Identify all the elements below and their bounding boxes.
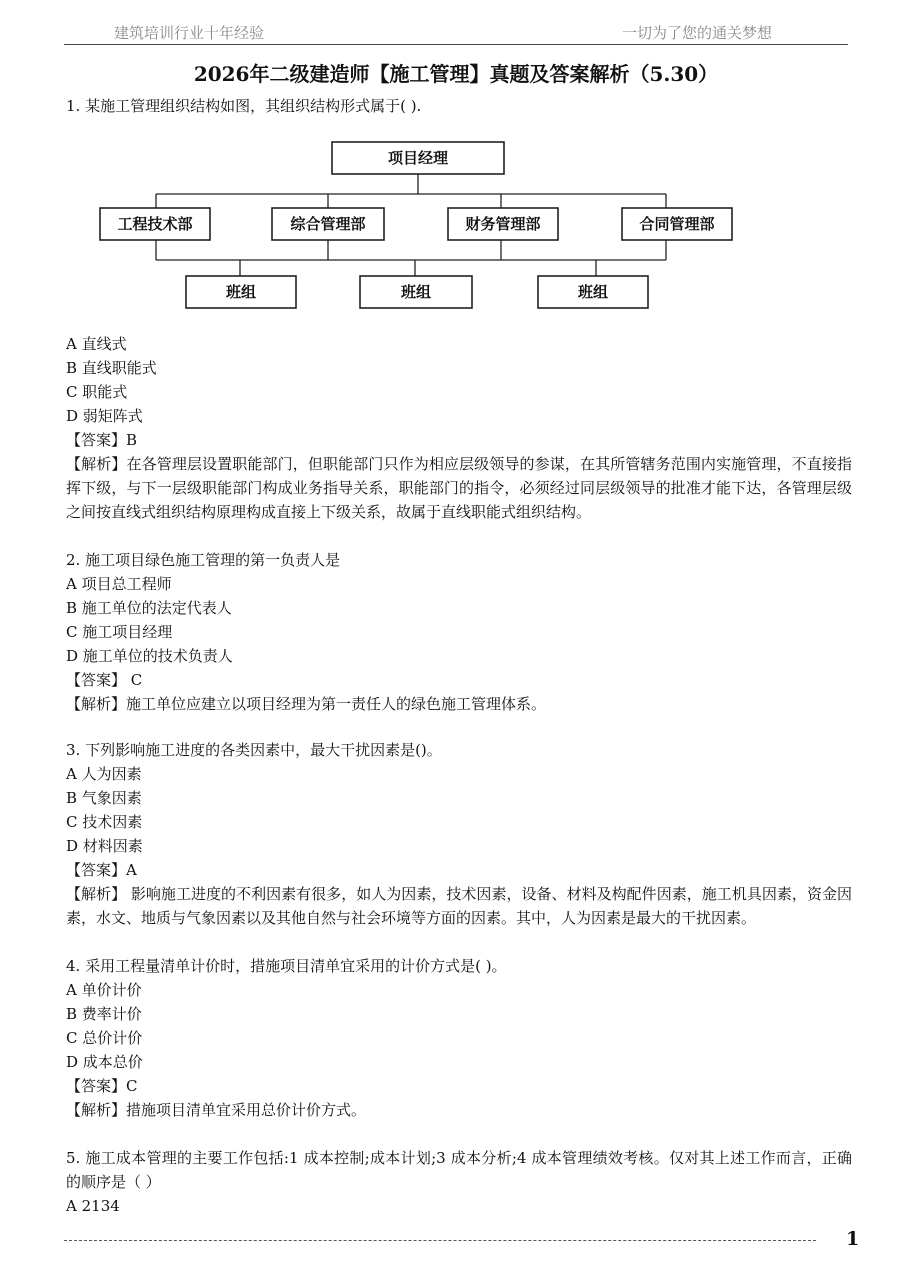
- question-5-option-a: A 2134: [66, 1197, 120, 1215]
- org-node-bottom-1: 班组: [225, 283, 257, 301]
- question-4-option-c: C 总价计价: [66, 1029, 143, 1047]
- question-2-option-b: B 施工单位的法定代表人: [66, 599, 232, 617]
- question-2-option-c: C 施工项目经理: [66, 623, 173, 641]
- question-4-option-b: B 费率计价: [66, 1005, 142, 1023]
- question-3: [66, 738, 852, 930]
- question-3-option-c: C 技术因素: [66, 813, 143, 831]
- question-3-answer: 【答案】A: [66, 861, 137, 879]
- question-2-option-a: A 项目总工程师: [66, 575, 172, 593]
- question-1-option-a: A 直线式: [66, 335, 127, 353]
- org-node-bottom-2: 班组: [400, 283, 432, 301]
- question-1-stem: 1. 某施工管理组织结构如图，其组织结构形式属于( ).: [66, 97, 422, 115]
- org-node-top: 项目经理: [387, 149, 449, 167]
- org-node-middle-1: 工程技术部: [117, 215, 193, 233]
- question-2-answer: 【答案】 C: [66, 671, 143, 689]
- question-1-answer: 【答案】B: [66, 431, 138, 449]
- document-title: 2026年二级建造师【施工管理】真题及答案解析（5.30）: [193, 62, 719, 86]
- question-3-option-d: D 材料因素: [66, 837, 143, 855]
- question-5-stem: 5. 施工成本管理的主要工作包括:1 成本控制;成本计划;3 成本分析;4 成本管理绩效考核。仅对其上述工作而言，正确的顺序是（ ）: [66, 1149, 852, 1191]
- page-header: [64, 20, 848, 45]
- question-3-stem: 3. 下列影响施工进度的各类因素中，最大干扰因素是()。: [66, 741, 442, 759]
- page-number: 1: [846, 1228, 860, 1250]
- question-4-option-d: D 成本总价: [66, 1053, 143, 1071]
- org-node-middle-2: 综合管理部: [290, 215, 366, 233]
- question-1-options: [66, 332, 852, 524]
- question-1-stem-block: [66, 94, 852, 118]
- question-1-analysis: 【解析】在各管理层设置职能部门，但职能部门只作为相应层级领导的参谋，在其所管辖务范围内实施管理，不直接指挥下级，与下一层级职能部门构成业务指导关系，职能部门的指令，必须经过同层级领导的批准才能下达，各管理层级之间按直线式组织结构原理构成直接上下级关系，故属于直线职能式组织结构。: [66, 455, 852, 521]
- question-1-option-d: D 弱矩阵式: [66, 407, 143, 425]
- question-3-analysis: 【解析】 影响施工进度的不利因素有很多，如人为因素，技术因素，设备、材料及构配件因素，施工机具因素，资金因素，水文、地质与气象因素以及其他自然与社会环境等方面的因素。其中，人为因素是最大的干扰因素。: [66, 885, 852, 927]
- org-chart: [96, 138, 740, 318]
- question-1-option-b: B 直线职能式: [66, 359, 157, 377]
- question-4-answer: 【答案】C: [66, 1077, 138, 1095]
- question-1-option-c: C 职能式: [66, 383, 128, 401]
- question-3-option-a: A 人为因素: [66, 765, 142, 783]
- question-4-stem: 4. 采用工程量清单计价时，措施项目清单宜采用的计价方式是( )。: [66, 957, 507, 975]
- question-2-option-d: D 施工单位的技术负责人: [66, 647, 233, 665]
- question-5: [66, 1146, 852, 1218]
- question-4-option-a: A 单价计价: [66, 981, 142, 999]
- question-2: [66, 548, 852, 716]
- org-node-bottom-3: 班组: [577, 283, 609, 301]
- org-node-middle-3: 财务管理部: [465, 215, 541, 233]
- question-4-analysis: 【解析】措施项目清单宜采用总价计价方式。: [66, 1101, 367, 1119]
- question-4: [66, 954, 852, 1122]
- org-chart-svg: [96, 138, 740, 318]
- header-left-slogan: 建筑培训行业十年经验: [114, 24, 265, 42]
- question-3-option-b: B 气象因素: [66, 789, 142, 807]
- question-2-analysis: 【解析】施工单位应建立以项目经理为第一责任人的绿色施工管理体系。: [66, 695, 547, 713]
- footer-divider: [64, 1240, 816, 1241]
- header-right-slogan: 一切为了您的通关梦想: [621, 24, 772, 42]
- question-2-stem: 2. 施工项目绿色施工管理的第一负责人是: [66, 551, 341, 569]
- org-node-middle-4: 合同管理部: [639, 215, 715, 233]
